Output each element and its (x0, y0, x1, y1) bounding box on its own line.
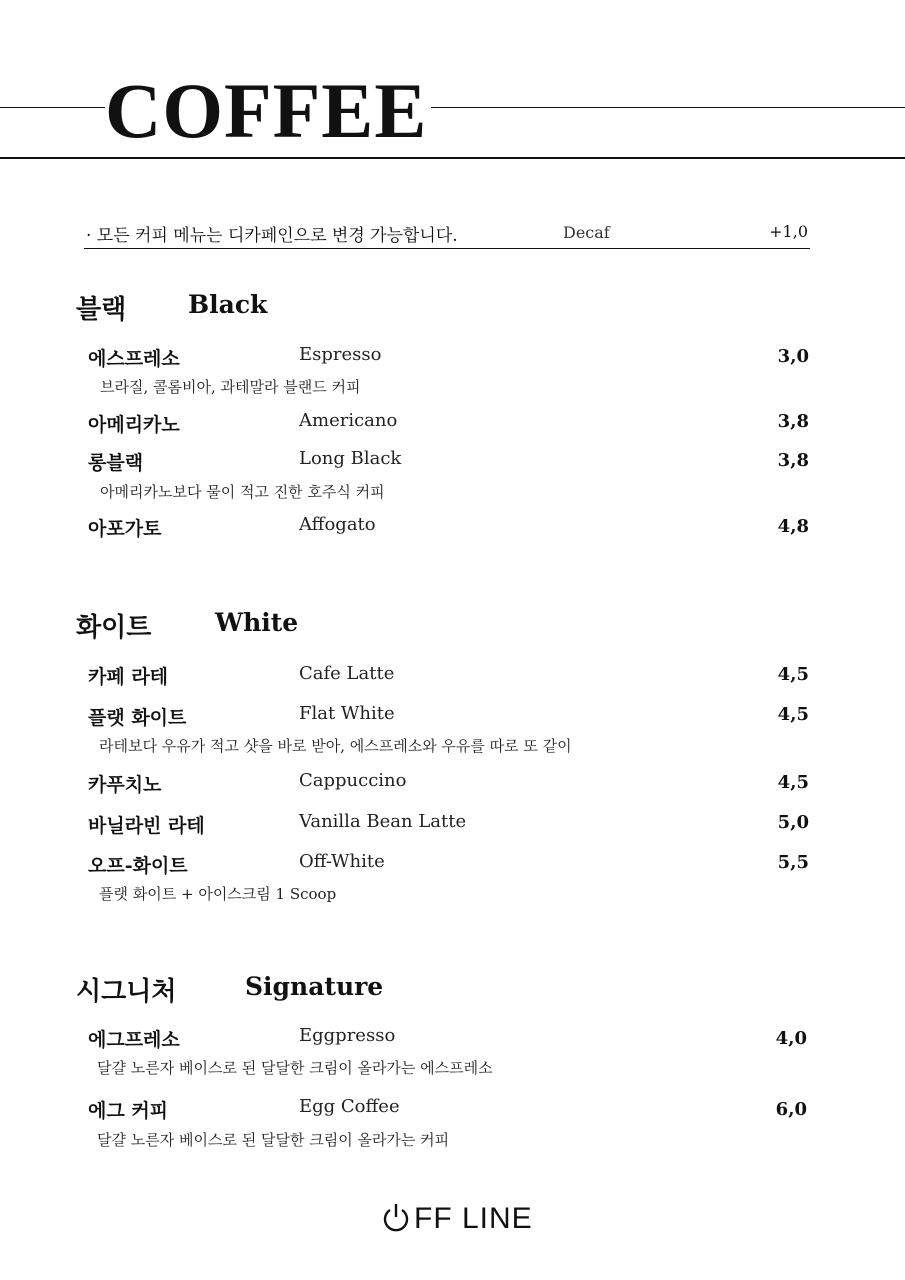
header-bottom-rule (0, 157, 905, 159)
menu-item-name-ko: 플랫 화이트 (88, 707, 187, 729)
section-title-ko: 블랙 (76, 295, 127, 325)
menu-item-price: 5,5 (777, 852, 809, 873)
menu-item-description: 아메리카노보다 물이 적고 진한 호주식 커피 (100, 483, 385, 501)
menu-item-name-en: Cappuccino (299, 770, 407, 791)
menu-item-price: 4,5 (777, 704, 809, 725)
menu-item-name-ko: 오프-화이트 (88, 855, 188, 877)
menu-item-name-en: Vanilla Bean Latte (299, 811, 467, 832)
menu-item-price: 3,0 (777, 346, 809, 367)
menu-item-name-en: Egg Coffee (299, 1096, 400, 1117)
menu-item-name-ko: 카푸치노 (88, 774, 162, 796)
menu-item-name-en: Eggpresso (299, 1025, 396, 1046)
menu-item-name-en: Off-White (299, 851, 385, 872)
menu-item-description: 달걀 노른자 베이스로 된 달달한 크림이 올라가는 에스프레소 (97, 1059, 493, 1077)
decaf-note: · 모든 커피 메뉴는 디카페인으로 변경 가능합니다. (86, 226, 458, 246)
menu-item-name-ko: 롱블랙 (88, 452, 144, 474)
menu-item-name-ko: 아포가토 (88, 518, 162, 540)
menu-item-name-ko: 카페 라테 (88, 666, 169, 688)
page-title: COFFEE (105, 70, 431, 152)
menu-item-name-ko: 에그프레소 (88, 1029, 180, 1051)
menu-item-name-ko: 에스프레소 (88, 348, 180, 370)
power-icon (382, 1200, 410, 1236)
menu-item-name-ko: 아메리카노 (88, 414, 180, 436)
menu-item-price: 5,0 (777, 812, 809, 833)
menu-item-name-en: Affogato (299, 514, 376, 535)
brand-logo-text: FF LINE (414, 1202, 533, 1235)
menu-item-price: 4,5 (777, 664, 809, 685)
menu-item-name-en: Espresso (299, 344, 382, 365)
menu-item-description: 브라질, 콜롬비아, 과테말라 블랜드 커피 (100, 378, 361, 396)
decaf-price: +1,0 (769, 222, 808, 241)
menu-item-description: 라테보다 우유가 적고 샷을 바로 받아, 에스프레소와 우유를 따로 또 같이 (99, 737, 572, 755)
menu-item-name-en: Flat White (299, 703, 395, 724)
section-title-en: Black (188, 290, 268, 319)
decaf-label: Decaf (563, 223, 610, 242)
menu-item-name-en: Long Black (299, 448, 402, 469)
menu-item-price: 4,0 (775, 1028, 807, 1049)
menu-item-price: 4,5 (777, 772, 809, 793)
note-rule (84, 248, 810, 249)
menu-item-name-ko: 에그 커피 (88, 1100, 169, 1122)
menu-item-description: 달걀 노른자 베이스로 된 달달한 크림이 올라가는 커피 (97, 1131, 450, 1149)
menu-item-name-en: Cafe Latte (299, 663, 395, 684)
menu-item-description: 플랫 화이트 + 아이스크림 1 Scoop (99, 885, 337, 903)
section-title-ko: 시그니처 (76, 977, 177, 1007)
menu-item-name-en: Americano (299, 410, 398, 431)
section-title-en: White (215, 608, 299, 637)
section-title-en: Signature (245, 972, 384, 1001)
section-title-ko: 화이트 (76, 613, 152, 643)
menu-item-name-ko: 바닐라빈 라테 (88, 815, 205, 837)
menu-item-price: 3,8 (777, 411, 809, 432)
menu-item-price: 4,8 (777, 516, 809, 537)
menu-item-price: 3,8 (777, 450, 809, 471)
menu-item-price: 6,0 (775, 1099, 807, 1120)
